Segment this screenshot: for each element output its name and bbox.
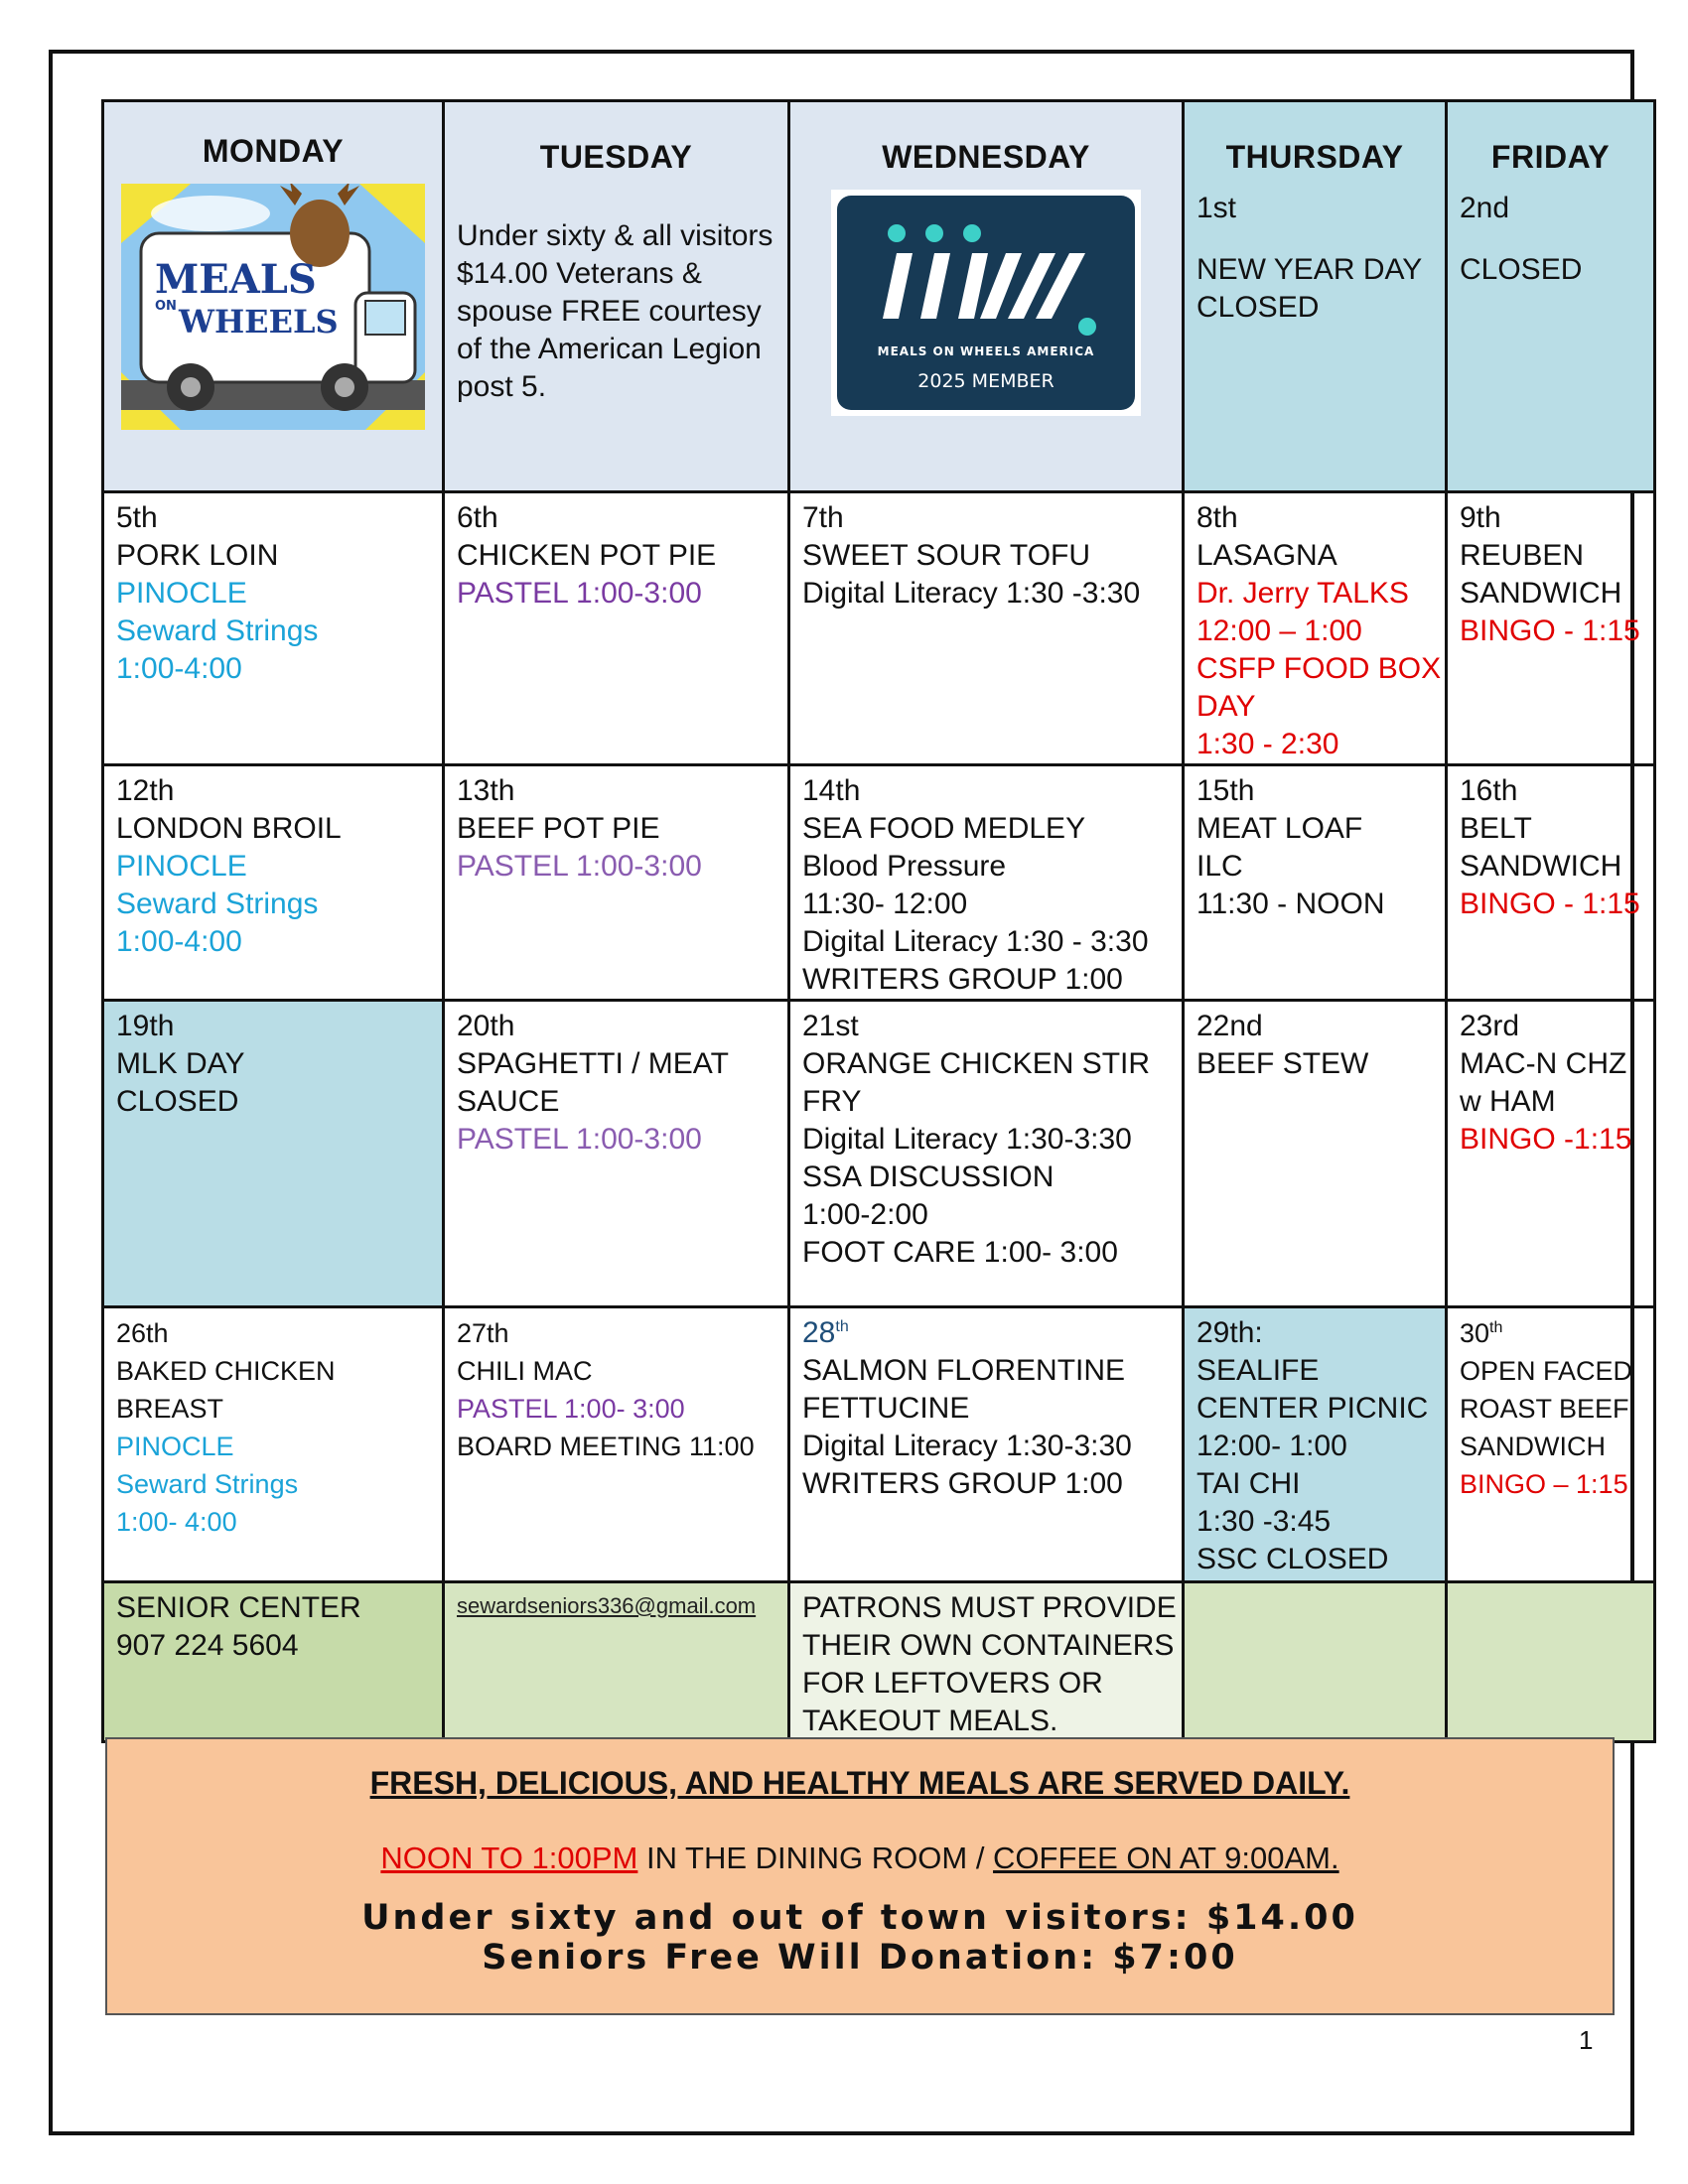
notice-line: TAKEOUT MEALS. — [802, 1705, 1058, 1737]
activity: Digital Literacy 1:30-3:30 — [802, 1430, 1132, 1462]
day-name-monday: MONDAY — [202, 133, 345, 169]
activity: FOOT CARE 1:00- 3:00 — [802, 1236, 1118, 1269]
date: 19th — [116, 1010, 175, 1042]
activity: BINGO -1:15 — [1460, 1123, 1632, 1156]
activity-time: 11:30 - NOON — [1196, 887, 1385, 920]
thursday-holiday: NEW YEAR DAY — [1196, 253, 1423, 286]
phone-number: 907 224 5604 — [116, 1629, 299, 1662]
meal: BEEF POT PIE — [457, 812, 660, 845]
day-cell — [789, 765, 1184, 1001]
page-number: 1 — [1579, 2025, 1594, 2055]
activity-time: 1:30 -3:45 — [1196, 1505, 1332, 1538]
event: CENTER PICNIC — [1196, 1392, 1429, 1425]
meal: BREAST — [116, 1394, 224, 1424]
closed-note: SSC CLOSED — [1196, 1543, 1389, 1575]
day-cell — [1447, 492, 1655, 765]
empty-cell — [1447, 1582, 1655, 1742]
activity-time: 1:00-4:00 — [116, 925, 242, 958]
meal: FRY — [802, 1085, 862, 1118]
activity: PASTEL 1:00-3:00 — [457, 850, 702, 883]
meal: SPAGHETTI / MEAT — [457, 1047, 729, 1080]
date — [802, 1314, 1170, 1352]
dining-room-text: IN THE DINING ROOM / — [637, 1841, 994, 1875]
day-cell — [444, 1307, 789, 1582]
activity: BINGO - 1:15 — [1460, 887, 1640, 920]
meal: OPEN FACED — [1460, 1356, 1633, 1386]
activity: PASTEL 1:00-3:00 — [457, 1123, 702, 1156]
date: 7th — [802, 501, 844, 534]
activity: CSFP FOOD BOX — [1196, 652, 1442, 685]
activity: Seward Strings — [116, 614, 319, 647]
meals-on-wheels-logo — [121, 184, 425, 430]
senior-center-label: SENIOR CENTER — [116, 1591, 361, 1624]
date: 12th — [116, 774, 175, 807]
date: 5th — [116, 501, 158, 534]
meal: ROAST BEEF — [1460, 1394, 1629, 1424]
mow-logo-meals-text: MEALS — [155, 256, 317, 303]
friday-closed: CLOSED — [1460, 253, 1583, 286]
info-row — [103, 1582, 1655, 1742]
day-name-thursday: THURSDAY — [1225, 139, 1404, 175]
meal: ORANGE CHICKEN STIR — [802, 1047, 1151, 1080]
meals-on-wheels-america-logo — [831, 190, 1141, 416]
day-cell — [1184, 765, 1447, 1001]
senior-donation: Seniors Free Will Donation: $7:00 — [482, 1938, 1238, 1978]
week-row-4 — [103, 1307, 1655, 1582]
activity: Seward Strings — [116, 1469, 299, 1499]
activity: PINOCLE — [116, 1432, 234, 1461]
activity: Blood Pressure — [802, 850, 1007, 883]
meal: REUBEN — [1460, 539, 1585, 572]
header-monday — [103, 101, 444, 492]
date: 21st — [802, 1010, 859, 1042]
email-link[interactable]: sewardseniors336@gmail.com — [457, 1593, 757, 1618]
day-name-friday: FRIDAY — [1490, 139, 1611, 175]
calendar-table — [101, 99, 1656, 1743]
meals-on-wheels-van-icon — [121, 184, 425, 430]
closed-note: CLOSED — [116, 1085, 239, 1118]
activity: TAI CHI — [1196, 1467, 1301, 1500]
date-suffix: th — [1489, 1319, 1503, 1336]
meal: BEEF STEW — [1196, 1047, 1369, 1080]
header-row — [103, 101, 1655, 492]
mow-logo-on-text: ON — [155, 299, 177, 314]
date: 14th — [802, 774, 861, 807]
activity: BINGO – 1:15 — [1460, 1469, 1628, 1499]
day-cell-closed — [1184, 1307, 1447, 1582]
event-time: 12:00- 1:00 — [1196, 1430, 1347, 1462]
activity-time: 1:00- 4:00 — [116, 1507, 237, 1537]
fresh-meals-heading: FRESH, DELICIOUS, AND HEALTHY MEALS ARE SERVED DAILY. — [369, 1765, 1350, 1801]
day-cell — [789, 1307, 1184, 1582]
meal: BAKED CHICKEN — [116, 1356, 336, 1386]
empty-cell — [1184, 1582, 1447, 1742]
containers-notice — [789, 1582, 1184, 1742]
meal: SANDWICH — [1460, 1432, 1606, 1461]
activity: Seward Strings — [116, 887, 319, 920]
date: 15th — [1196, 774, 1255, 807]
day-cell — [789, 1001, 1184, 1307]
meal: CHILI MAC — [457, 1356, 593, 1386]
activity: PINOCLE — [116, 577, 247, 610]
notice-line: PATRONS MUST PROVIDE — [802, 1591, 1177, 1624]
activity: BINGO - 1:15 — [1460, 614, 1640, 647]
day-cell — [1447, 765, 1655, 1001]
activity-time: 12:00 – 1:00 — [1196, 614, 1362, 647]
meal-info-box — [105, 1737, 1615, 2015]
date: 26th — [116, 1318, 169, 1348]
meal: BELT — [1460, 812, 1532, 845]
activity: PASTEL 1:00- 3:00 — [457, 1394, 685, 1424]
day-cell — [103, 492, 444, 765]
activity: Dr. Jerry TALKS — [1196, 577, 1409, 610]
date: 9th — [1460, 501, 1501, 534]
serving-hours — [107, 1841, 1613, 1876]
date: 29th: — [1196, 1316, 1263, 1349]
day-cell — [444, 765, 789, 1001]
date: 6th — [457, 501, 498, 534]
activity: Digital Literacy 1:30 -3:30 — [802, 577, 1141, 610]
thursday-date: 1st — [1196, 192, 1237, 224]
day-cell — [789, 492, 1184, 765]
notice-line: FOR LEFTOVERS OR — [802, 1667, 1103, 1700]
meal: SANDWICH — [1460, 577, 1622, 610]
activity: BOARD MEETING 11:00 — [457, 1432, 755, 1461]
thursday-closed: CLOSED — [1196, 291, 1320, 324]
header-friday — [1447, 101, 1655, 492]
day-cell — [444, 492, 789, 765]
day-cell — [103, 1307, 444, 1582]
day-cell — [1447, 1001, 1655, 1307]
friday-date: 2nd — [1460, 192, 1510, 224]
day-cell — [444, 1001, 789, 1307]
day-cell — [1447, 1307, 1655, 1582]
day-cell — [103, 765, 444, 1001]
notice-line: THEIR OWN CONTAINERS — [802, 1629, 1175, 1662]
tuesday-pricing-note: Under sixty & all visitors $14.00 Veterans & spouse FREE courtesy of the American Legion post 5. — [457, 219, 774, 403]
visitor-price: Under sixty and out of town visitors: $14.00 — [361, 1898, 1358, 1938]
activity: DAY — [1196, 690, 1256, 723]
coffee-hours: COFFEE ON AT 9:00AM. — [993, 1841, 1339, 1875]
day-cell — [1184, 1001, 1447, 1307]
meal: w HAM — [1460, 1085, 1556, 1118]
day-cell — [1184, 492, 1447, 765]
holiday: MLK DAY — [116, 1047, 245, 1080]
activity: SSA DISCUSSION — [802, 1160, 1055, 1193]
activity: Digital Literacy 1:30 - 3:30 — [802, 925, 1149, 958]
event: SEALIFE — [1196, 1354, 1320, 1387]
meal: PORK LOIN — [116, 539, 279, 572]
senior-center-contact — [103, 1582, 444, 1742]
activity: ILC — [1196, 850, 1243, 883]
noon-hours: NOON TO 1:00PM — [380, 1841, 638, 1875]
activity-time: 1:00-2:00 — [802, 1198, 928, 1231]
date-number: 30 — [1460, 1318, 1490, 1348]
day-cell-holiday — [103, 1001, 444, 1307]
day-name-tuesday: TUESDAY — [539, 139, 693, 175]
date: 27th — [457, 1318, 509, 1348]
date: 20th — [457, 1010, 515, 1042]
activity: Digital Literacy 1:30-3:30 — [802, 1123, 1132, 1156]
week-row-1 — [103, 492, 1655, 765]
meal: SEA FOOD MEDLEY — [802, 812, 1086, 845]
header-wednesday — [789, 101, 1184, 492]
mwa-brand-text: MEALS ON WHEELS AMERICA — [877, 344, 1095, 358]
pricing — [107, 1898, 1613, 1978]
meal: MEAT LOAF — [1196, 812, 1363, 845]
meal: SANDWICH — [1460, 850, 1622, 883]
email-cell — [444, 1582, 789, 1742]
date — [1460, 1314, 1641, 1352]
date: 23rd — [1460, 1010, 1520, 1042]
meal: LASAGNA — [1196, 539, 1337, 572]
activity-time: 11:30- 12:00 — [802, 887, 968, 920]
activity: WRITERS GROUP 1:00 — [802, 963, 1123, 996]
date-suffix: th — [835, 1318, 849, 1335]
date-number: 28 — [802, 1316, 836, 1349]
mwa-member-text: 2025 MEMBER — [917, 370, 1055, 392]
day-name-wednesday: WEDNESDAY — [882, 139, 1090, 175]
date: 22nd — [1196, 1010, 1263, 1042]
header-tuesday — [444, 101, 789, 492]
week-row-3 — [103, 1001, 1655, 1307]
date: 16th — [1460, 774, 1518, 807]
meal: FETTUCINE — [802, 1392, 970, 1425]
header-thursday — [1184, 101, 1447, 492]
date: 8th — [1196, 501, 1238, 534]
activity: PASTEL 1:00-3:00 — [457, 577, 702, 610]
date: 13th — [457, 774, 515, 807]
meal: SWEET SOUR TOFU — [802, 539, 1091, 572]
activity: PINOCLE — [116, 850, 247, 883]
meal: LONDON BROIL — [116, 812, 342, 845]
activity: WRITERS GROUP 1:00 — [802, 1467, 1123, 1500]
activity-time: 1:00-4:00 — [116, 652, 242, 685]
meal: SAUCE — [457, 1085, 560, 1118]
meal: CHICKEN POT PIE — [457, 539, 717, 572]
week-row-2 — [103, 765, 1655, 1001]
activity-time: 1:30 - 2:30 — [1196, 728, 1339, 760]
mow-logo-wheels-text: WHEELS — [179, 303, 339, 341]
meal: SALMON FLORENTINE — [802, 1354, 1126, 1387]
mwa-member-badge-icon — [831, 190, 1141, 416]
meal: MAC-N CHZ — [1460, 1047, 1627, 1080]
